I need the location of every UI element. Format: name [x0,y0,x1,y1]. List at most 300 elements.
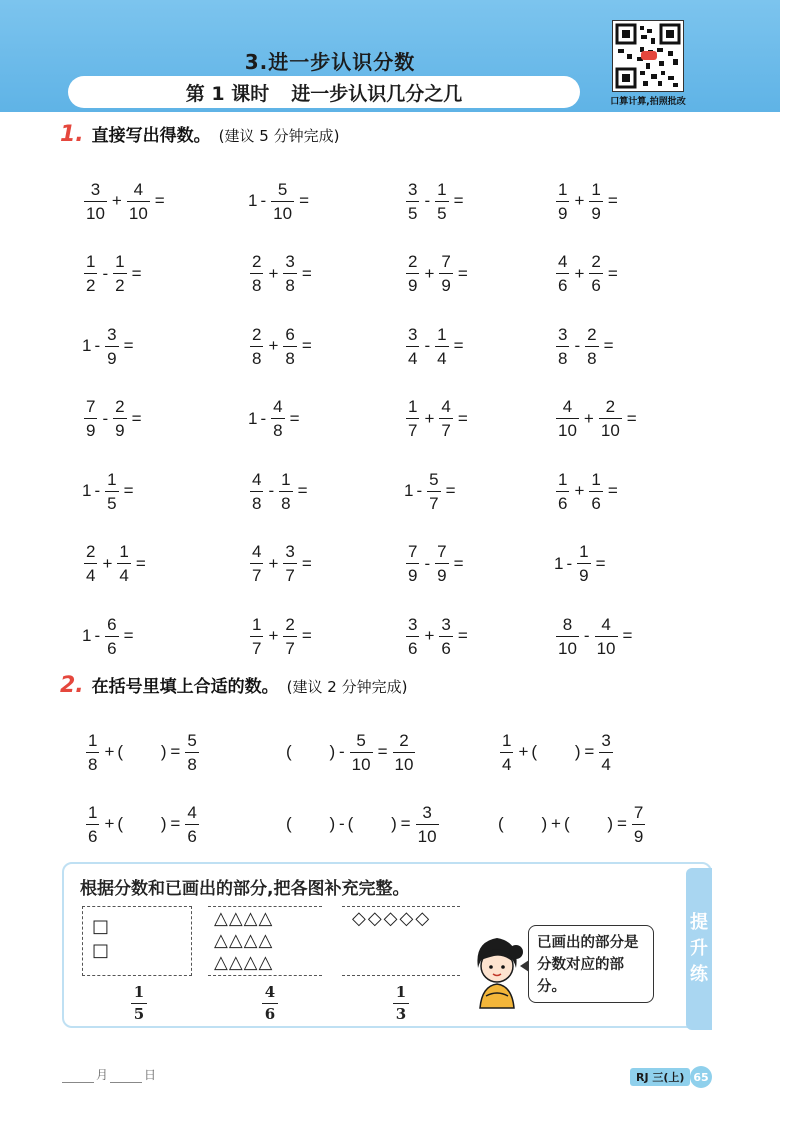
operator: + [268,336,279,356]
lesson-number: 第 1 课时 [185,82,270,105]
day-blank[interactable] [110,1082,142,1083]
answer-blank[interactable]: ( ) [531,742,581,761]
equals-sign: = [603,336,614,356]
operator: = [616,814,627,833]
fraction [439,616,452,657]
q1-expression[interactable] [554,165,714,238]
whole-number: 1 [82,336,92,356]
operator: - [102,408,109,428]
fraction-denominator: 4 [435,346,448,367]
fraction-denominator: 10 [556,636,579,657]
fraction [279,471,292,512]
fraction-denominator: 10 [595,636,618,657]
fraction-numerator: 3 [601,730,611,750]
q1-expression[interactable] [82,600,248,673]
equals-sign: = [445,481,456,501]
fraction [185,804,198,845]
fraction [416,804,439,845]
fraction-denominator: 4 [117,563,130,584]
fraction [435,181,448,222]
fraction-denominator: 8 [283,346,296,367]
answer-blank[interactable]: ( ) [563,814,614,833]
equals-sign: = [595,553,606,573]
operator: = [400,814,411,833]
fraction-numerator: 5 [429,469,439,489]
fraction-numerator: 1 [558,469,568,489]
whole-number: 1 [82,481,92,501]
q2-heading [60,672,407,698]
operator: + [268,626,279,646]
fraction-numerator: 1 [395,983,407,1001]
fraction-numerator: 1 [133,983,145,1001]
equals-sign: = [123,626,134,646]
fraction-numerator: 3 [408,179,418,199]
operator: + [268,263,279,283]
equals-sign: = [626,408,637,428]
equals-sign: = [301,336,312,356]
q1-expression[interactable] [248,528,404,601]
fraction-denominator: 10 [84,201,107,222]
fraction-denominator: 7 [250,563,263,584]
q1-expression[interactable] [404,455,554,528]
figure-3-fraction [393,985,409,1022]
fraction-numerator: 6 [107,614,117,634]
q1-expression[interactable] [248,165,404,238]
fraction [556,181,569,222]
whole-number: 1 [82,626,92,646]
fraction-numerator: 2 [252,324,262,344]
lesson-bar [68,76,580,108]
fraction-denominator: 8 [279,491,292,512]
fraction-denominator: 9 [406,563,419,584]
fraction-numerator: 1 [88,802,98,822]
fraction-denominator: 9 [577,563,590,584]
equals-sign: = [453,336,464,356]
fraction-numerator: 2 [285,614,295,634]
month-blank[interactable] [62,1082,94,1083]
fraction-denominator: 9 [406,273,419,294]
fraction-numerator: 7 [441,252,451,272]
q1-expression[interactable] [82,455,248,528]
answer-blank[interactable]: ( ) [286,742,336,761]
q2-expression[interactable] [498,788,724,860]
q1-expression[interactable] [404,383,554,456]
fraction-numerator: 4 [558,252,568,272]
q1-note: (建议 5 分钟完成) [218,127,340,145]
equals-sign: = [457,408,468,428]
whole-number: 1 [248,408,258,428]
fraction-denominator: 8 [556,346,569,367]
operator: - [416,481,423,501]
fraction [250,543,263,584]
operator: - [268,481,275,501]
fraction-denominator: 7 [283,563,296,584]
q1-exercise-grid [82,165,722,673]
fraction [595,616,618,657]
fraction [84,543,97,584]
figure-3-diamonds: ◇◇◇◇◇ [352,908,432,929]
qr-caption: 口算计算,拍照批改 [610,97,686,107]
fraction [556,616,579,657]
fraction [589,471,602,512]
fraction [105,326,118,367]
q1-expression[interactable] [554,600,714,673]
fraction-denominator: 7 [406,418,419,439]
fraction-numerator: 3 [285,542,295,562]
fraction [283,616,296,657]
fraction-denominator: 10 [127,201,150,222]
fraction-numerator: 5 [277,179,288,199]
fraction-numerator: 7 [408,542,418,562]
operator: - [424,191,431,211]
fraction-denominator: 10 [393,752,416,773]
fraction-numerator: 5 [187,730,197,750]
fraction-denominator: 2 [113,273,126,294]
operator: + [102,553,113,573]
q1-expression[interactable] [248,600,404,673]
fraction-denominator: 8 [250,491,263,512]
fraction-numerator: 1 [558,179,568,199]
q1-heading [60,121,339,147]
operator: + [574,191,585,211]
fraction [117,543,130,584]
q2-expression[interactable] [84,716,286,788]
equals-sign: = [301,553,312,573]
equals-sign: = [301,626,312,646]
fraction [105,616,118,657]
operator: - [424,553,431,573]
fraction-numerator: 4 [252,469,262,489]
answer-blank[interactable]: ( ) [286,814,336,833]
fraction-numerator: 1 [107,469,117,489]
q1-expression[interactable] [82,165,248,238]
q1-expression[interactable] [404,600,554,673]
fraction-numerator: 2 [399,730,409,750]
operator: - [94,481,101,501]
equals-sign: = [123,336,134,356]
equals-sign: = [457,626,468,646]
speech-bubble: 已画出的部分是分数对应的部分。 [528,925,654,1003]
fraction-numerator: 4 [273,397,283,417]
fraction [406,543,419,584]
operator: + [104,742,115,761]
fraction-numerator: 4 [441,397,451,417]
fraction-denominator: 6 [185,824,198,845]
operator: - [574,336,581,356]
equals-sign: = [154,191,165,211]
q1-expression[interactable] [554,238,714,311]
fraction [250,471,263,512]
fraction-numerator: 4 [133,179,144,199]
operator: - [260,191,267,211]
side-tab-practice [686,868,712,1030]
fraction-denominator: 9 [589,201,602,222]
operator: + [104,814,115,833]
fraction-numerator: 3 [422,802,432,822]
figure-2-triangles-1: △△△△ [214,908,274,929]
fraction-denominator: 2 [84,273,97,294]
operator: - [583,626,590,646]
fraction-numerator: 2 [115,397,125,417]
fraction-numerator: 7 [633,802,644,822]
fraction [556,471,569,512]
q1-expression[interactable] [82,528,248,601]
edition-tag: RJ 三(上) [630,1068,690,1086]
fraction-denominator: 9 [113,418,126,439]
fraction [283,543,296,584]
fraction [127,181,150,222]
fraction [439,253,452,294]
extension-title: 根据分数和已画出的部分,把各图补充完整。 [80,879,410,899]
equals-sign: = [131,263,142,283]
figure-2-fraction [262,985,278,1022]
equals-sign: = [607,191,618,211]
figure-1-fraction [131,985,147,1022]
equals-sign: = [453,191,464,211]
fraction [435,326,448,367]
whole-number: 1 [248,191,258,211]
fraction [556,253,569,294]
q1-expression[interactable] [82,383,248,456]
fraction [393,732,416,773]
fraction-denominator: 5 [131,1003,147,1022]
fraction-denominator: 3 [393,1003,409,1022]
q1-expression[interactable] [248,238,404,311]
fraction-numerator: 2 [408,252,418,272]
side-tab-char: 升 [690,938,708,959]
fraction [250,253,263,294]
qr-code-icon[interactable] [612,20,684,92]
fraction-denominator: 8 [250,273,263,294]
fraction [250,616,263,657]
equals-sign: = [289,408,300,428]
q2-note: (建议 2 分钟完成) [286,678,408,696]
fraction [350,732,373,773]
lesson-title: 进一步认识几分之几 [291,82,463,105]
fraction [271,181,294,222]
date-line [60,1066,156,1083]
equals-sign: = [457,263,468,283]
answer-blank[interactable]: ( ) [117,814,167,833]
q1-expression[interactable] [248,310,404,383]
q1-number: 1. [60,122,84,147]
side-tab-char: 提 [690,912,708,933]
equals-sign: = [299,191,309,211]
fraction-numerator: 2 [591,252,601,272]
fraction [283,326,296,367]
girl-illustration-icon [468,930,526,1010]
q1-expression[interactable] [248,383,404,456]
operator: + [574,481,585,501]
fraction-denominator: 7 [250,636,263,657]
fraction-numerator: 5 [356,730,366,750]
fraction [585,326,598,367]
fraction [406,398,419,439]
fraction-denominator: 6 [406,636,419,657]
fraction-denominator: 5 [435,201,448,222]
fraction [427,471,440,512]
fraction [86,732,99,773]
answer-blank[interactable]: ( ) [347,814,397,833]
fraction-denominator: 5 [105,491,118,512]
q1-expression[interactable] [554,455,714,528]
fraction-denominator: 9 [632,824,645,845]
fraction-numerator: 1 [86,252,96,272]
operator: = [584,742,595,761]
q1-expression[interactable] [554,383,714,456]
fraction-numerator: 1 [591,179,601,199]
side-tab-char: 练 [690,964,708,985]
fraction-numerator: 4 [562,397,573,417]
fraction [435,543,448,584]
unit-title: 3.进一步认识分数 [244,50,416,74]
fraction-denominator: 8 [86,752,99,773]
fraction-numerator: 2 [605,397,616,417]
fraction [84,398,97,439]
q2-expression[interactable] [84,788,286,860]
fraction-numerator: 3 [408,324,418,344]
operator: + [583,408,594,428]
operator: - [566,553,573,573]
q2-instruction: 在括号里填上合适的数。 [91,677,279,697]
q2-exercise-grid [84,716,724,860]
fraction-denominator: 6 [589,491,602,512]
fraction [84,253,97,294]
fraction-denominator: 5 [406,201,419,222]
fraction-numerator: 8 [562,614,573,634]
fraction-numerator: 4 [187,802,197,822]
fraction-numerator: 2 [252,252,262,272]
page-number: 65 [690,1066,712,1088]
q2-number: 2. [60,673,84,698]
equals-sign: = [131,408,142,428]
whole-number: 1 [404,481,414,501]
fraction [500,732,513,773]
q1-expression[interactable] [82,310,248,383]
q1-instruction: 直接写出得数。 [91,126,211,146]
fraction [406,253,419,294]
operator: + [551,814,561,833]
fraction-numerator: 1 [408,397,418,417]
operator: + [268,553,279,573]
fraction [86,804,99,845]
fraction-numerator: 1 [119,542,129,562]
fraction [113,398,126,439]
fraction-denominator: 8 [250,346,263,367]
operator: + [574,263,585,283]
fraction-denominator: 7 [283,636,296,657]
figure-2-triangles-2: △△△△ [214,930,274,951]
fraction-denominator: 9 [84,418,97,439]
fraction-numerator: 3 [408,614,418,634]
fraction-denominator: 10 [416,824,439,845]
fraction-denominator: 7 [427,491,440,512]
operator: = [377,742,388,761]
fraction-numerator: 1 [437,179,447,199]
fraction-numerator: 1 [115,252,125,272]
fraction [632,804,645,845]
fraction [271,398,284,439]
fraction [406,326,419,367]
fraction-denominator: 7 [439,418,452,439]
fraction-numerator: 4 [601,614,611,634]
q2-expression[interactable] [286,788,498,860]
fraction-numerator: 3 [441,614,451,634]
fraction-numerator: 1 [579,542,589,562]
q1-expression[interactable] [404,528,554,601]
q1-expression[interactable] [404,165,554,238]
fraction-numerator: 3 [285,252,295,272]
fraction-numerator: 7 [437,542,447,562]
fraction-numerator: 3 [107,324,117,344]
q1-expression[interactable] [554,528,714,601]
fraction-denominator: 9 [435,563,448,584]
fraction-numerator: 1 [281,469,291,489]
q1-expression[interactable] [404,238,554,311]
fraction-numerator: 2 [86,542,96,562]
q1-expression[interactable] [404,310,554,383]
operator: - [339,814,345,833]
fraction-denominator: 9 [556,201,569,222]
fraction-numerator: 1 [502,730,512,750]
equals-sign: = [135,553,146,573]
operator: = [170,814,181,833]
fraction-denominator: 8 [185,752,198,773]
fraction-numerator: 4 [252,542,262,562]
fraction-numerator: 1 [591,469,601,489]
q1-expression[interactable] [248,455,404,528]
operator: - [94,336,101,356]
equals-sign: = [123,481,134,501]
fraction [439,398,452,439]
fraction-denominator: 9 [105,346,118,367]
equals-sign: = [453,553,464,573]
fraction-numerator: 7 [86,397,96,417]
fraction [556,398,579,439]
q2-expression[interactable] [286,716,498,788]
whole-number: 1 [554,553,564,573]
fraction [105,471,118,512]
day-label: 日 [144,1068,157,1082]
answer-blank[interactable]: ( ) [117,742,167,761]
fraction-denominator: 10 [556,418,579,439]
fraction-denominator: 6 [556,273,569,294]
fraction [406,616,419,657]
fraction [283,253,296,294]
fraction-denominator: 9 [439,273,452,294]
fraction-numerator: 2 [587,324,597,344]
fraction-denominator: 6 [439,636,452,657]
figure-1-square-2: □ [92,940,111,961]
fraction-denominator: 8 [585,346,598,367]
q2-expression[interactable] [498,716,724,788]
operator: + [424,263,435,283]
answer-blank[interactable]: ( ) [498,814,548,833]
fraction-numerator: 3 [558,324,568,344]
equals-sign: = [301,263,312,283]
fraction [599,732,612,773]
q1-expression[interactable] [82,238,248,311]
q1-expression[interactable] [554,310,714,383]
fraction-denominator: 4 [500,752,513,773]
fraction [250,326,263,367]
fraction-denominator: 8 [283,273,296,294]
fraction-denominator: 4 [599,752,612,773]
fraction-numerator: 1 [437,324,447,344]
fraction [84,181,107,222]
operator: - [339,742,345,761]
fraction [113,253,126,294]
